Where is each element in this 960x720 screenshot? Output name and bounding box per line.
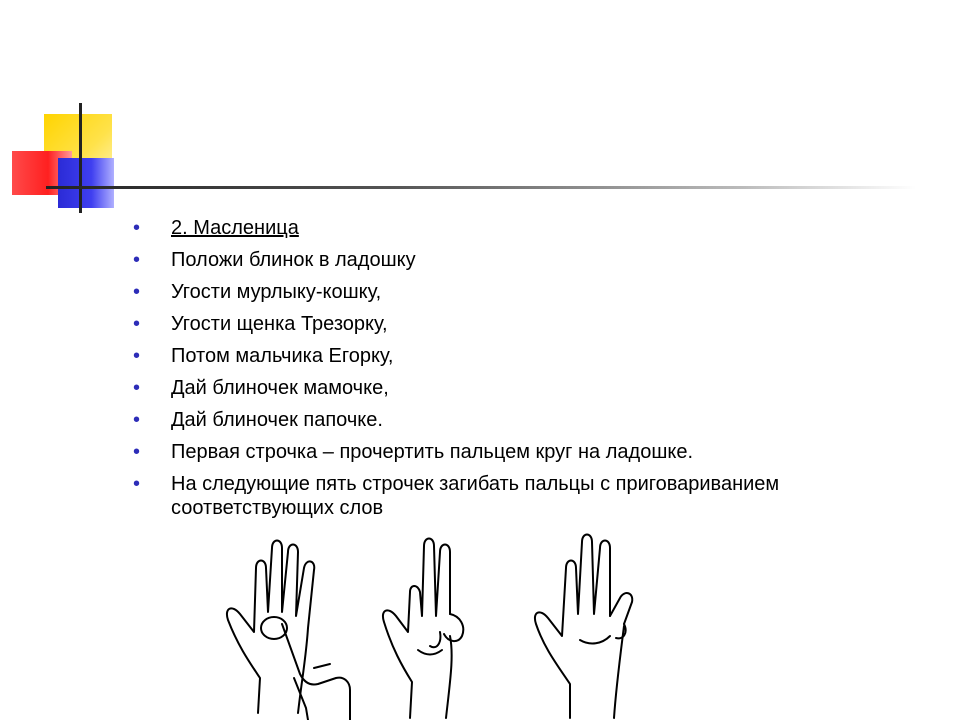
bullet-text: Угости щенка Трезорку, (171, 313, 388, 335)
bullet-text: Потом мальчика Егорку, (171, 345, 394, 367)
slide-content (133, 216, 933, 528)
bullet-icon: • (133, 281, 141, 303)
bullet-icon: • (133, 441, 141, 463)
bullet-icon: • (133, 217, 141, 239)
bullet-item (133, 440, 933, 464)
bullet-icon: • (133, 345, 141, 367)
bullet-text: На следующие пять строчек загибать пальцы с приговариванием соответствующих слов (171, 473, 780, 519)
bullet-icon: • (133, 313, 141, 335)
hand-fingers-folded-icon (520, 528, 670, 720)
hand-circle-palm-icon (210, 528, 360, 720)
bullet-item (133, 344, 933, 368)
bullet-text: Дай блиночек мамочке, (171, 377, 389, 399)
bullet-text: Положи блинок в ладошку (171, 249, 416, 271)
title-divider-line (46, 186, 916, 189)
bullet-item (133, 312, 933, 336)
bullet-icon: • (133, 473, 141, 495)
bullet-item (133, 280, 933, 304)
deco-vertical-line (79, 103, 82, 213)
slide-heading: 2. Масленица (171, 217, 299, 239)
bullet-icon: • (133, 409, 141, 431)
bullet-icon: • (133, 249, 141, 271)
bullet-item (133, 472, 933, 520)
hand-fingers-bent-icon (370, 532, 500, 720)
deco-blue-square (58, 158, 114, 208)
bullet-item (133, 376, 933, 400)
bullet-item (133, 248, 933, 272)
bullet-item (133, 408, 933, 432)
bullet-text: Дай блиночек папочке. (171, 409, 383, 431)
hand-illustrations (210, 528, 670, 720)
bullet-text: Первая строчка – прочертить пальцем круг на ладошке. (171, 441, 694, 463)
bullet-list (133, 216, 933, 520)
bullet-item (133, 216, 933, 240)
bullet-text: Угости мурлыку-кошку, (171, 281, 382, 303)
bullet-icon: • (133, 377, 141, 399)
